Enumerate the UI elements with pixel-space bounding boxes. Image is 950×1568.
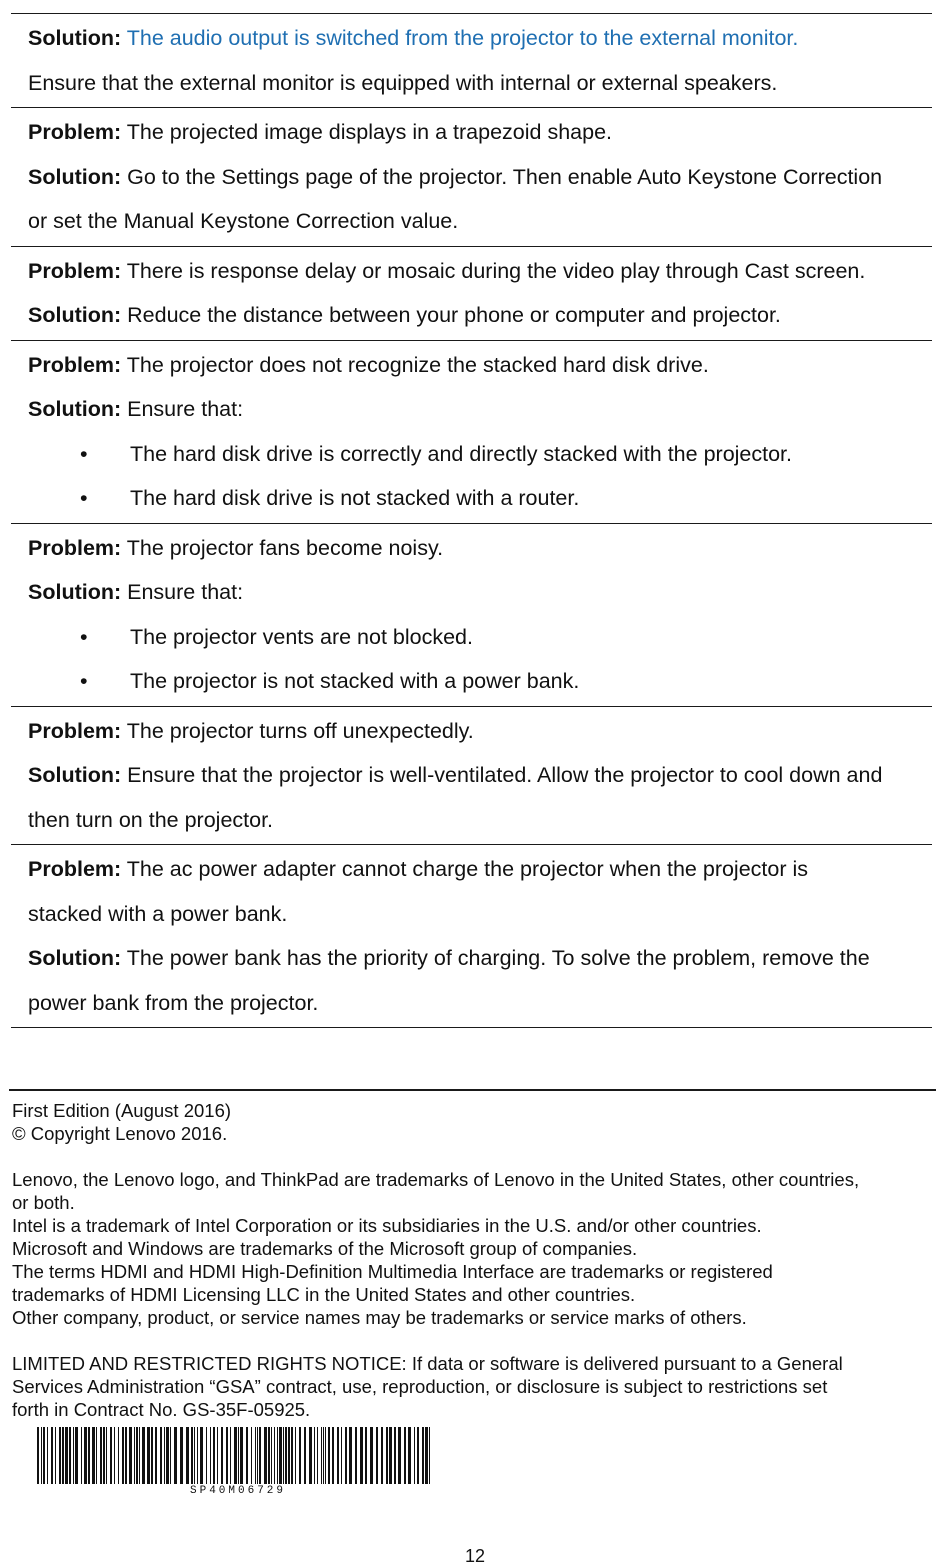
barcode-bar xyxy=(166,1427,169,1484)
trademark-line: Lenovo, the Lenovo logo, and ThinkPad are trademarks of Lenovo in the United States, other countries, xyxy=(12,1169,860,1190)
faq-entry xyxy=(11,523,932,706)
barcode-bar xyxy=(277,1427,278,1484)
barcode-bar xyxy=(129,1427,132,1484)
solution-line xyxy=(28,293,938,338)
barcode-bar xyxy=(251,1427,252,1484)
faq-entry xyxy=(11,107,932,246)
barcode-bar xyxy=(394,1427,396,1484)
barcode-bar xyxy=(325,1427,326,1484)
barcode-bar xyxy=(88,1427,90,1484)
barcode-bar xyxy=(197,1427,198,1484)
barcode-bar xyxy=(114,1427,115,1484)
barcode-bar xyxy=(341,1427,342,1484)
bullet-icon: • xyxy=(80,669,88,693)
barcode-bar xyxy=(230,1427,231,1484)
trademark-line: or both. xyxy=(12,1192,75,1213)
barcode-bar xyxy=(200,1427,203,1484)
barcode-bar xyxy=(299,1427,301,1484)
barcode-bar xyxy=(422,1427,424,1484)
line-text: The projected image displays in a trapezoid shape. xyxy=(126,120,613,144)
barcode-number: SP40M06729 xyxy=(190,1485,287,1497)
barcode-bar xyxy=(268,1427,270,1484)
barcode-bar xyxy=(309,1427,312,1484)
barcode-bar xyxy=(210,1427,211,1484)
barcode-bar xyxy=(381,1427,383,1484)
barcode-bar xyxy=(349,1427,352,1484)
bullet-text: The hard disk drive is not stacked with a router. xyxy=(130,486,580,510)
barcode-bar xyxy=(274,1427,275,1484)
bullet-item xyxy=(28,659,938,704)
barcode-bar xyxy=(155,1427,157,1484)
solution-label: Solution: xyxy=(28,580,122,604)
barcode-bar xyxy=(180,1427,183,1484)
barcode-bar xyxy=(106,1427,107,1484)
barcode-bar xyxy=(257,1427,258,1484)
barcode-bar xyxy=(226,1427,228,1484)
barcode-bar xyxy=(271,1427,272,1484)
solution-label: Solution: xyxy=(28,26,122,50)
barcode-bar xyxy=(164,1427,165,1484)
continuation-line xyxy=(28,981,938,1026)
faq-entry xyxy=(11,340,932,523)
barcode-bar xyxy=(174,1427,177,1484)
barcode-bar xyxy=(414,1427,415,1484)
barcode-bar xyxy=(75,1427,78,1484)
barcode-bar xyxy=(337,1427,339,1484)
problem-line xyxy=(28,249,938,294)
line-text: stacked with a power bank. xyxy=(28,901,288,926)
line-text: The projector fans become noisy. xyxy=(126,535,444,560)
barcode-bar xyxy=(365,1427,367,1484)
problem-label: Problem: xyxy=(28,857,122,881)
barcode-bar xyxy=(314,1427,315,1484)
problem-label: Problem: xyxy=(28,258,122,283)
line-text: Reduce the distance between your phone or computer and projector. xyxy=(127,303,781,327)
rights-notice-line: forth in Contract No. GS-35F-05925. xyxy=(12,1399,311,1420)
barcode-bar xyxy=(264,1427,267,1484)
barcode-bar xyxy=(246,1427,248,1484)
barcode-bar xyxy=(55,1427,56,1484)
problem-label: Problem: xyxy=(28,535,122,560)
barcode-bar xyxy=(417,1427,419,1484)
problem-label: Problem: xyxy=(28,120,122,144)
barcode-bar xyxy=(118,1427,119,1484)
line-text: The audio output is switched from the projector to the external monitor. xyxy=(126,26,799,50)
line-text: The power bank has the priority of charging. To solve the problem, remove the xyxy=(126,946,870,970)
line-text: Ensure that: xyxy=(127,397,244,421)
barcode-bar xyxy=(206,1427,207,1484)
solution-label: Solution: xyxy=(28,763,122,787)
problem-line xyxy=(28,110,938,155)
barcode-bar xyxy=(429,1427,430,1484)
faq-entry xyxy=(11,844,932,1028)
barcode-bar xyxy=(65,1427,68,1484)
barcode-bar xyxy=(404,1427,406,1484)
barcode-bar xyxy=(160,1427,162,1484)
barcode-bar xyxy=(43,1427,45,1484)
barcode-bar xyxy=(370,1427,373,1484)
barcode-bar xyxy=(92,1427,95,1484)
solution-line xyxy=(28,155,938,200)
faq-entry xyxy=(11,13,932,107)
problem-label: Problem: xyxy=(28,352,122,377)
barcode-bar xyxy=(283,1427,284,1484)
barcode-bar xyxy=(408,1427,411,1484)
trademark-line: Microsoft and Windows are trademarks of the Microsoft group of companies. xyxy=(12,1238,638,1259)
trademark-line: Intel is a trademark of Intel Corporation or its subsidiaries in the U.S. and/or other countries. xyxy=(12,1215,762,1236)
bullet-icon: • xyxy=(80,624,88,649)
line-text: The projector turns off unexpectedly. xyxy=(126,718,474,743)
rights-notice-line: LIMITED AND RESTRICTED RIGHTS NOTICE: If data or software is delivered pursuant to a General xyxy=(12,1353,843,1374)
barcode-bar xyxy=(386,1427,388,1484)
barcode-bar xyxy=(288,1427,290,1484)
bullet-text: The hard disk drive is correctly and directly stacked with the projector. xyxy=(130,441,793,466)
barcode-bar xyxy=(134,1427,135,1484)
barcode-bar xyxy=(259,1427,261,1484)
barcode-bar xyxy=(360,1427,363,1484)
barcode-bar xyxy=(194,1427,195,1484)
line-text: Ensure that the external monitor is equipped with internal or external speakers. xyxy=(28,70,778,95)
barcode-bar xyxy=(345,1427,347,1484)
barcode-bar xyxy=(389,1427,392,1484)
barcode-bar xyxy=(103,1427,105,1484)
barcode-bar xyxy=(355,1427,357,1484)
bullet-icon: • xyxy=(80,441,88,466)
line-text: Ensure that the projector is well-ventilated. Allow the projector to cool down and xyxy=(127,763,883,787)
barcode-bar xyxy=(217,1427,218,1484)
solution-line xyxy=(28,570,938,615)
solution-label: Solution: xyxy=(28,397,122,421)
solution-line xyxy=(28,753,938,798)
problem-line xyxy=(28,847,938,892)
barcode-bar xyxy=(255,1427,256,1484)
barcode-bar xyxy=(147,1427,150,1484)
copyright-line: © Copyright Lenovo 2016. xyxy=(12,1123,228,1144)
barcode-bar xyxy=(213,1427,215,1484)
trademark-line: trademarks of HDMI Licensing LLC in the United States and other countries. xyxy=(12,1284,636,1305)
problem-line xyxy=(28,343,938,388)
troubleshooting-faq xyxy=(11,13,932,1028)
barcode-bar xyxy=(317,1427,318,1484)
faq-entry xyxy=(11,706,932,845)
barcode-bar xyxy=(291,1427,293,1484)
barcode-bar xyxy=(51,1427,53,1484)
bullet-icon: • xyxy=(80,486,88,510)
line-text: There is response delay or mosaic during the video play through Cast screen. xyxy=(126,258,866,283)
barcode-bar xyxy=(139,1427,140,1484)
trademark-line: Other company, product, or service names may be trademarks or service marks of others. xyxy=(12,1307,747,1328)
continuation-line xyxy=(28,892,938,937)
line-text: power bank from the projector. xyxy=(28,990,319,1015)
barcode-bar xyxy=(304,1427,306,1484)
barcode-bar xyxy=(323,1427,324,1484)
barcode-bar xyxy=(279,1427,282,1484)
barcode-bar xyxy=(59,1427,61,1484)
line-text: then turn on the projector. xyxy=(28,807,274,832)
page-number: 12 xyxy=(464,1546,486,1566)
barcode-bar xyxy=(238,1427,239,1484)
barcode-bar xyxy=(221,1427,223,1484)
solution-label: Solution: xyxy=(28,164,122,189)
barcode-bar xyxy=(328,1427,330,1484)
edition-line: First Edition (August 2016) xyxy=(12,1100,232,1121)
barcode-bar xyxy=(191,1427,193,1484)
barcode-bar xyxy=(170,1427,171,1484)
barcode-bar xyxy=(332,1427,334,1484)
barcode-bar xyxy=(69,1427,71,1484)
barcode-bar xyxy=(96,1427,97,1484)
barcode-bar xyxy=(285,1427,287,1484)
barcode-bar xyxy=(110,1427,112,1484)
barcode-bar xyxy=(62,1427,64,1484)
barcode-bar xyxy=(151,1427,153,1484)
barcode-bar xyxy=(136,1427,138,1484)
line-text: Go to the Settings page of the projector. Then enable Auto Keystone Correction xyxy=(127,164,883,189)
bullet-item xyxy=(28,432,938,477)
barcode-bar xyxy=(295,1427,296,1484)
solution-line xyxy=(28,387,938,432)
barcode-bar xyxy=(321,1427,322,1484)
rights-notice-line: Services Administration “GSA” contract, use, reproduction, or disclosure is subject to restrictions set xyxy=(12,1376,828,1397)
problem-line xyxy=(28,526,938,571)
solution-line xyxy=(28,16,938,61)
barcode-bar xyxy=(100,1427,102,1484)
barcode xyxy=(37,1427,430,1484)
line-text: Ensure that: xyxy=(127,580,244,604)
problem-line xyxy=(28,709,938,754)
solution-label: Solution: xyxy=(28,946,122,970)
barcode-bar xyxy=(142,1427,145,1484)
bullet-item xyxy=(28,615,938,660)
barcode-bar xyxy=(84,1427,87,1484)
bullet-text: The projector vents are not blocked. xyxy=(130,624,473,649)
continuation-line xyxy=(28,61,938,106)
barcode-bar xyxy=(398,1427,401,1484)
continuation-line xyxy=(28,798,938,843)
barcode-bar xyxy=(186,1427,189,1484)
line-text: The ac power adapter cannot charge the projector when the projector is xyxy=(126,857,809,881)
barcode-bar xyxy=(41,1427,42,1484)
barcode-bar xyxy=(234,1427,237,1484)
barcode-bar xyxy=(125,1427,127,1484)
continuation-line xyxy=(28,199,938,244)
solution-label: Solution: xyxy=(28,303,122,327)
solution-line xyxy=(28,936,938,981)
footer-divider xyxy=(9,1089,936,1091)
barcode-bar xyxy=(240,1427,243,1484)
line-text: or set the Manual Keystone Correction value. xyxy=(28,209,459,233)
line-text: The projector does not recognize the stacked hard disk drive. xyxy=(126,352,709,377)
barcode-bar xyxy=(425,1427,428,1484)
problem-label: Problem: xyxy=(28,718,122,743)
faq-entry xyxy=(11,246,932,340)
footer-text xyxy=(12,1099,859,1421)
bullet-item xyxy=(28,476,938,521)
barcode-bar xyxy=(122,1427,124,1484)
bullet-text: The projector is not stacked with a power bank. xyxy=(130,669,580,693)
barcode-bar xyxy=(376,1427,378,1484)
barcode-bar xyxy=(73,1427,74,1484)
barcode-bar xyxy=(81,1427,82,1484)
barcode-bar xyxy=(47,1427,48,1484)
trademark-line: The terms HDMI and HDMI High-Definition Multimedia Interface are trademarks or registered xyxy=(12,1261,773,1282)
barcode-bar xyxy=(37,1427,39,1484)
